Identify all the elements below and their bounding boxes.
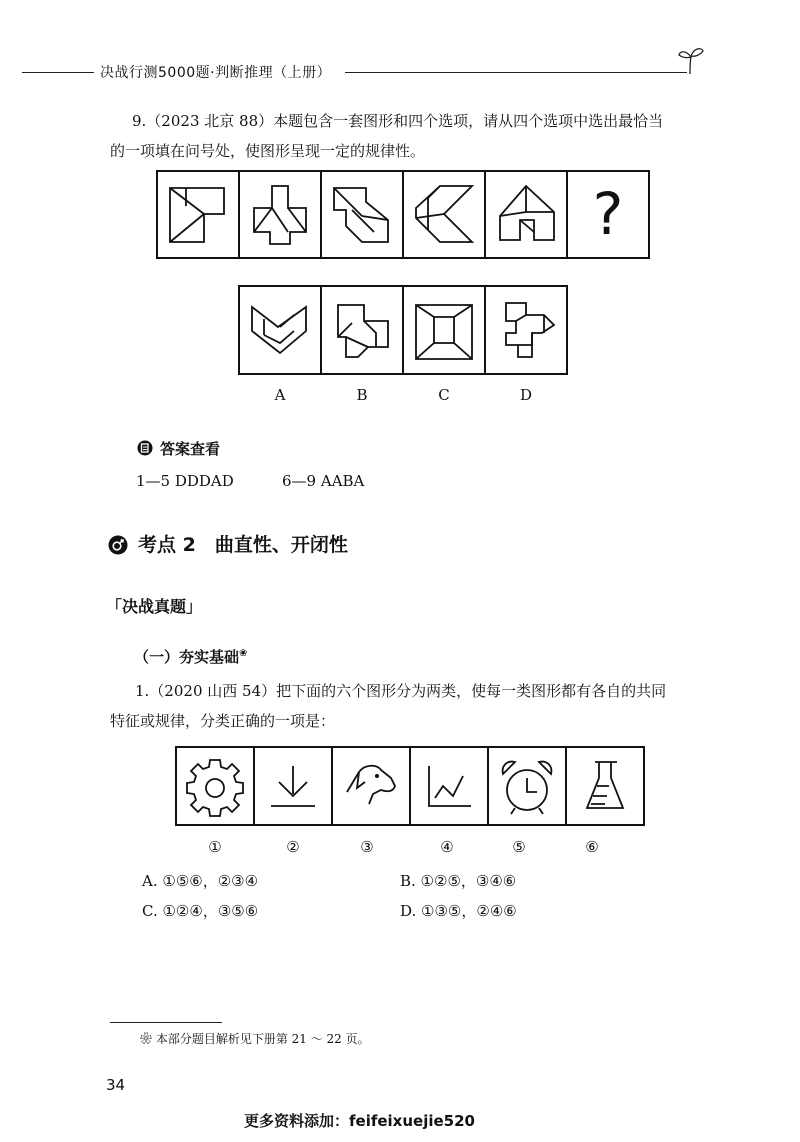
footnote-rule	[110, 1022, 222, 1023]
footnote	[140, 1030, 370, 1047]
q1-figure-3	[331, 746, 411, 826]
figure-shape	[322, 172, 402, 257]
q9-figure-2	[238, 170, 322, 259]
q9-option-c-figure[interactable]	[402, 285, 486, 375]
q1-option-a[interactable]: A. ①⑤⑥，②③④	[142, 872, 259, 890]
figure-shape	[404, 287, 484, 373]
footnote-symbol: ❀	[140, 1032, 156, 1046]
q1-option-c[interactable]: C. ①②④，③⑤⑥	[142, 902, 259, 920]
option-label-a: A	[274, 386, 286, 404]
figure-label-2: ②	[286, 838, 300, 856]
q1-figure-1	[175, 746, 255, 826]
figure-label-5: ⑤	[512, 838, 526, 856]
q1-stem-line1: 1.（2020 山西 54）把下面的六个图形分为两类，使每一类图形都有各自的共同	[135, 682, 667, 700]
figure-shape	[158, 172, 238, 257]
figure-shape	[486, 172, 566, 257]
q9-figure-4	[402, 170, 486, 259]
answers-set-2: 6—9 AABA	[282, 472, 365, 490]
figure-shape	[486, 287, 566, 373]
q9-figure-5	[484, 170, 568, 259]
answers-set-1: 1—5 DDDAD	[136, 472, 234, 490]
q9-figure-question	[566, 170, 650, 259]
q9-stem-line1: 9.（2023 北京 88）本题包含一套图形和四个选项，请从四个选项中选出最恰当	[132, 112, 664, 130]
figure-shape	[404, 172, 484, 257]
running-header: 决战行测5000题·判断推理（上册）	[100, 65, 332, 81]
figure-shape	[322, 287, 402, 373]
dog-head-icon	[333, 748, 409, 824]
section-subtitle: 「决战真题」	[106, 597, 203, 616]
q1-option-b[interactable]: B. ①②⑤，③④⑥	[400, 872, 517, 890]
q1-figure-4	[409, 746, 489, 826]
q9-option-b-figure[interactable]	[320, 285, 404, 375]
gear-icon	[177, 748, 253, 824]
header-rule-right	[345, 72, 687, 73]
figure-label-1: ①	[208, 838, 222, 856]
watermark: 更多资料添加：feifeixuejie520	[244, 1112, 475, 1130]
answer-icon	[137, 440, 153, 456]
option-label-c: C	[438, 386, 450, 404]
figure-label-6: ⑥	[585, 838, 599, 856]
q1-figure-5	[487, 746, 567, 826]
q1-option-d[interactable]: D. ①③⑤，②④⑥	[400, 902, 517, 920]
sub-part-label: （一）夯实基础	[134, 648, 240, 666]
section-title: 考点 2 曲直性、开闭性	[138, 534, 348, 556]
figure-shape	[240, 287, 320, 373]
answers-heading: 答案查看	[160, 440, 221, 458]
q1-figure-6	[565, 746, 645, 826]
q9-figure-3	[320, 170, 404, 259]
option-label-b: B	[356, 386, 368, 404]
alarm-clock-icon	[489, 748, 565, 824]
page-number: 34	[106, 1076, 126, 1094]
sprout-icon	[676, 44, 706, 76]
line-chart-icon	[411, 748, 487, 824]
header-rule-left	[22, 72, 94, 73]
sub-part-title	[134, 646, 247, 667]
footnote-text: 本部分题目解析见下册第 21 ～ 22 页。	[155, 1032, 370, 1046]
q9-option-a-figure[interactable]	[238, 285, 322, 375]
footnote-marker: ❀	[239, 648, 248, 659]
figure-shape	[240, 172, 320, 257]
q9-figure-1	[156, 170, 240, 259]
q1-stem-line2: 特征或规律，分类正确的一项是：	[110, 712, 336, 730]
download-arrow-icon	[255, 748, 331, 824]
q9-stem-line2: 的一项填在问号处，使图形呈现一定的规律性。	[110, 142, 426, 160]
question-mark: ?	[592, 180, 624, 248]
figure-label-4: ④	[440, 838, 454, 856]
figure-label-3: ③	[360, 838, 374, 856]
option-label-d: D	[519, 386, 533, 404]
section-badge-icon	[108, 535, 128, 555]
q1-figure-2	[253, 746, 333, 826]
q9-option-d-figure[interactable]	[484, 285, 568, 375]
flask-icon	[567, 748, 643, 824]
